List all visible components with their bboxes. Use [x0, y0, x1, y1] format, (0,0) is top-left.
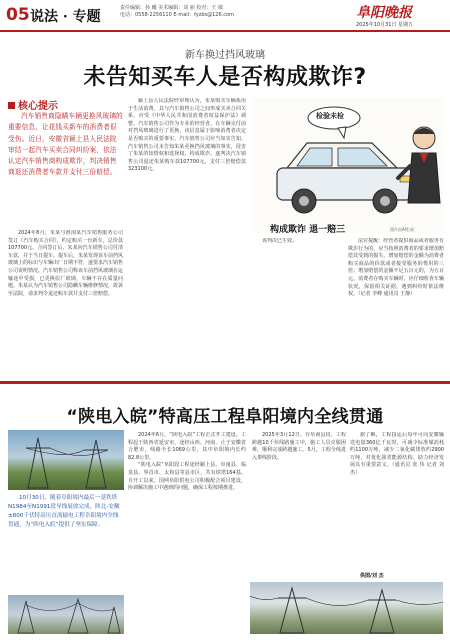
- panorama-drawing: [250, 582, 443, 634]
- photo-credit: 供图/刘 杰: [360, 573, 384, 579]
- tower-drawing: [8, 430, 124, 490]
- page-header: [0, 0, 450, 32]
- contact-line: 电话：0558-2256110 E-mail：fyzbs@126.com: [120, 12, 234, 18]
- article1-col2-text: 颍上县人民法院经审理认为，朱某购买车辆系用于生活消费，其与汽车销售公司之间形成买卖合同关系，应受《中华人民共和国消费者权益保护法》调整。汽车销售公司作为专业的经营者，在车辆交付前对挡风玻璃进行了更换，该信息属于影响消费者决定是否购买的重要事实，汽车销售公司应当如实告知。汽车销售公司未告知朱某更换挡风玻璃的事实，侵害了朱某的知情权和选择权，构成欺诈。遂判决汽车销售公司退还朱某购车款107700元，支付三倍赔偿款323100元。: [128, 98, 246, 173]
- article1-column-1: [8, 230, 123, 375]
- article2-col2-text: “陕电入皖”阜阳段工程途经颍上县、阜南县、临泉县、界首市、太和县等县市区，共有铁塔164基。自开工以来，国网阜阳供电公司积极配合项目建设，协调解决施工中遇到的问题，确保工程按期推进。: [128, 462, 246, 492]
- article2-column-1: [128, 432, 246, 634]
- editor-line: 责任编辑：孙 曦 美术编辑：刘 丽 校对：王 敏: [120, 5, 223, 11]
- cartoon-drawing: [252, 98, 444, 233]
- issue-date: 2025年10月31日 星期五: [356, 22, 414, 28]
- cartoon-credit: 图片由AI生成: [390, 227, 414, 232]
- cartoon-bubble-text: 检验未检: [316, 112, 344, 120]
- page-number: 05: [6, 5, 30, 25]
- article2-col4-text: 据了解，工程投运后每年可向安徽输送电量360亿千瓦时，可减少标准煤消耗约1100万吨，减少二氧化碳排放约2900万吨，对优化我省能源结构、助力经济发展具有重要意义。（通讯员 张 伟 记者 刘 杰）: [350, 432, 444, 476]
- editor-info: [120, 5, 234, 19]
- article1-col1-text: 2024年8月，朱某与淮南某汽车销售服务公司签订《汽车购买合同》，约定购买一台新车，总价款107700元。合同签订后，朱某向汽车销售公司付清车款，并于当日提车。提车后，朱某发现该车前挡风玻璃上的标识与车辆出厂日期不符，遂要求汽车销售公司说明情况。汽车销售公司称该车前挡风玻璃在运输途中受损，已更换原厂玻璃，车辆不存在质量问题。朱某认为汽车销售公司隐瞒车辆维修情况，故诉至法院，请求判令退还购车款并支付三倍赔偿。: [8, 230, 123, 297]
- newspaper-logo: 阜阳晚报: [356, 5, 412, 21]
- article2-column-2: [252, 432, 346, 572]
- article2-col3-text: 2025年3月12日，在阜南县段，工程跨越10千伏线路施工中，施工人员克服困难，顺利完成跨越施工。5月，工程全线进入架线阶段。: [252, 432, 346, 461]
- tower-panorama-photo: [250, 582, 443, 634]
- construction-drawing: [8, 595, 124, 634]
- article1-kicker: 新车换过挡风玻璃: [185, 50, 265, 61]
- article1-col3-text: 该判决已生效。: [262, 238, 298, 244]
- article1-column-3: [252, 238, 344, 375]
- article2-title: “陕电入皖”特高压工程阜阳境内全线贯通: [66, 407, 384, 427]
- cartoon-caption: 构成欺诈 退一赔三: [270, 225, 346, 235]
- section-title: 说法 · 专题: [30, 9, 101, 25]
- transmission-tower-photo: [8, 430, 124, 490]
- article1-column-4: [348, 238, 444, 375]
- construction-photo: [8, 595, 124, 634]
- core-tip-label: 核心提示: [8, 97, 58, 112]
- article2-col1-text: 2024年6月，“陕电入皖”工程正式开工建设。工程起于陕西省延安市，途经山西、河南，止于安徽省合肥市，线路全长1069公里，其中阜阳境内长约82.8公里。: [128, 432, 246, 461]
- article2-lead: 10月30日，随着阜阳境内最后一基铁塔N1984至N1991段导线展放完成，陕北-安徽±800千伏特高压直流输电工程阜阳境内全线贯通，为“陕电入皖”提供了坚实保障。: [8, 495, 120, 528]
- article1-column-2: [128, 98, 246, 375]
- article1-title: 未告知买车人是否构成欺诈?: [83, 65, 367, 90]
- article-divider: [0, 381, 450, 384]
- article2-column-3: [350, 432, 444, 570]
- article1-lead: 汽车销售商隐瞒车辆更换风玻璃的重要信息，让花钱买新车的消费者很受伤。近日，安徽省颍上县人民法院审结一起汽车买卖合同纠纷案，依法认定汽车销售商构成欺诈，判决销售商退还消费者车款并支付三倍赔偿。: [8, 112, 123, 177]
- article1-col4-text: 法官提醒：经营者提供商品或者服务有欺诈行为的，应当按照消费者的要求增加赔偿其受到的损失，增加赔偿的金额为消费者购买商品的价款或者接受服务的费用的三倍；增加赔偿的金额不足五百元的，为五百元。消费者在购买车辆时，应仔细检查车辆状况，保留相关证据，遇到纠纷时依法维权。（记者 李峰 通讯员 王静）: [348, 238, 444, 298]
- cartoon-illustration: [252, 98, 444, 233]
